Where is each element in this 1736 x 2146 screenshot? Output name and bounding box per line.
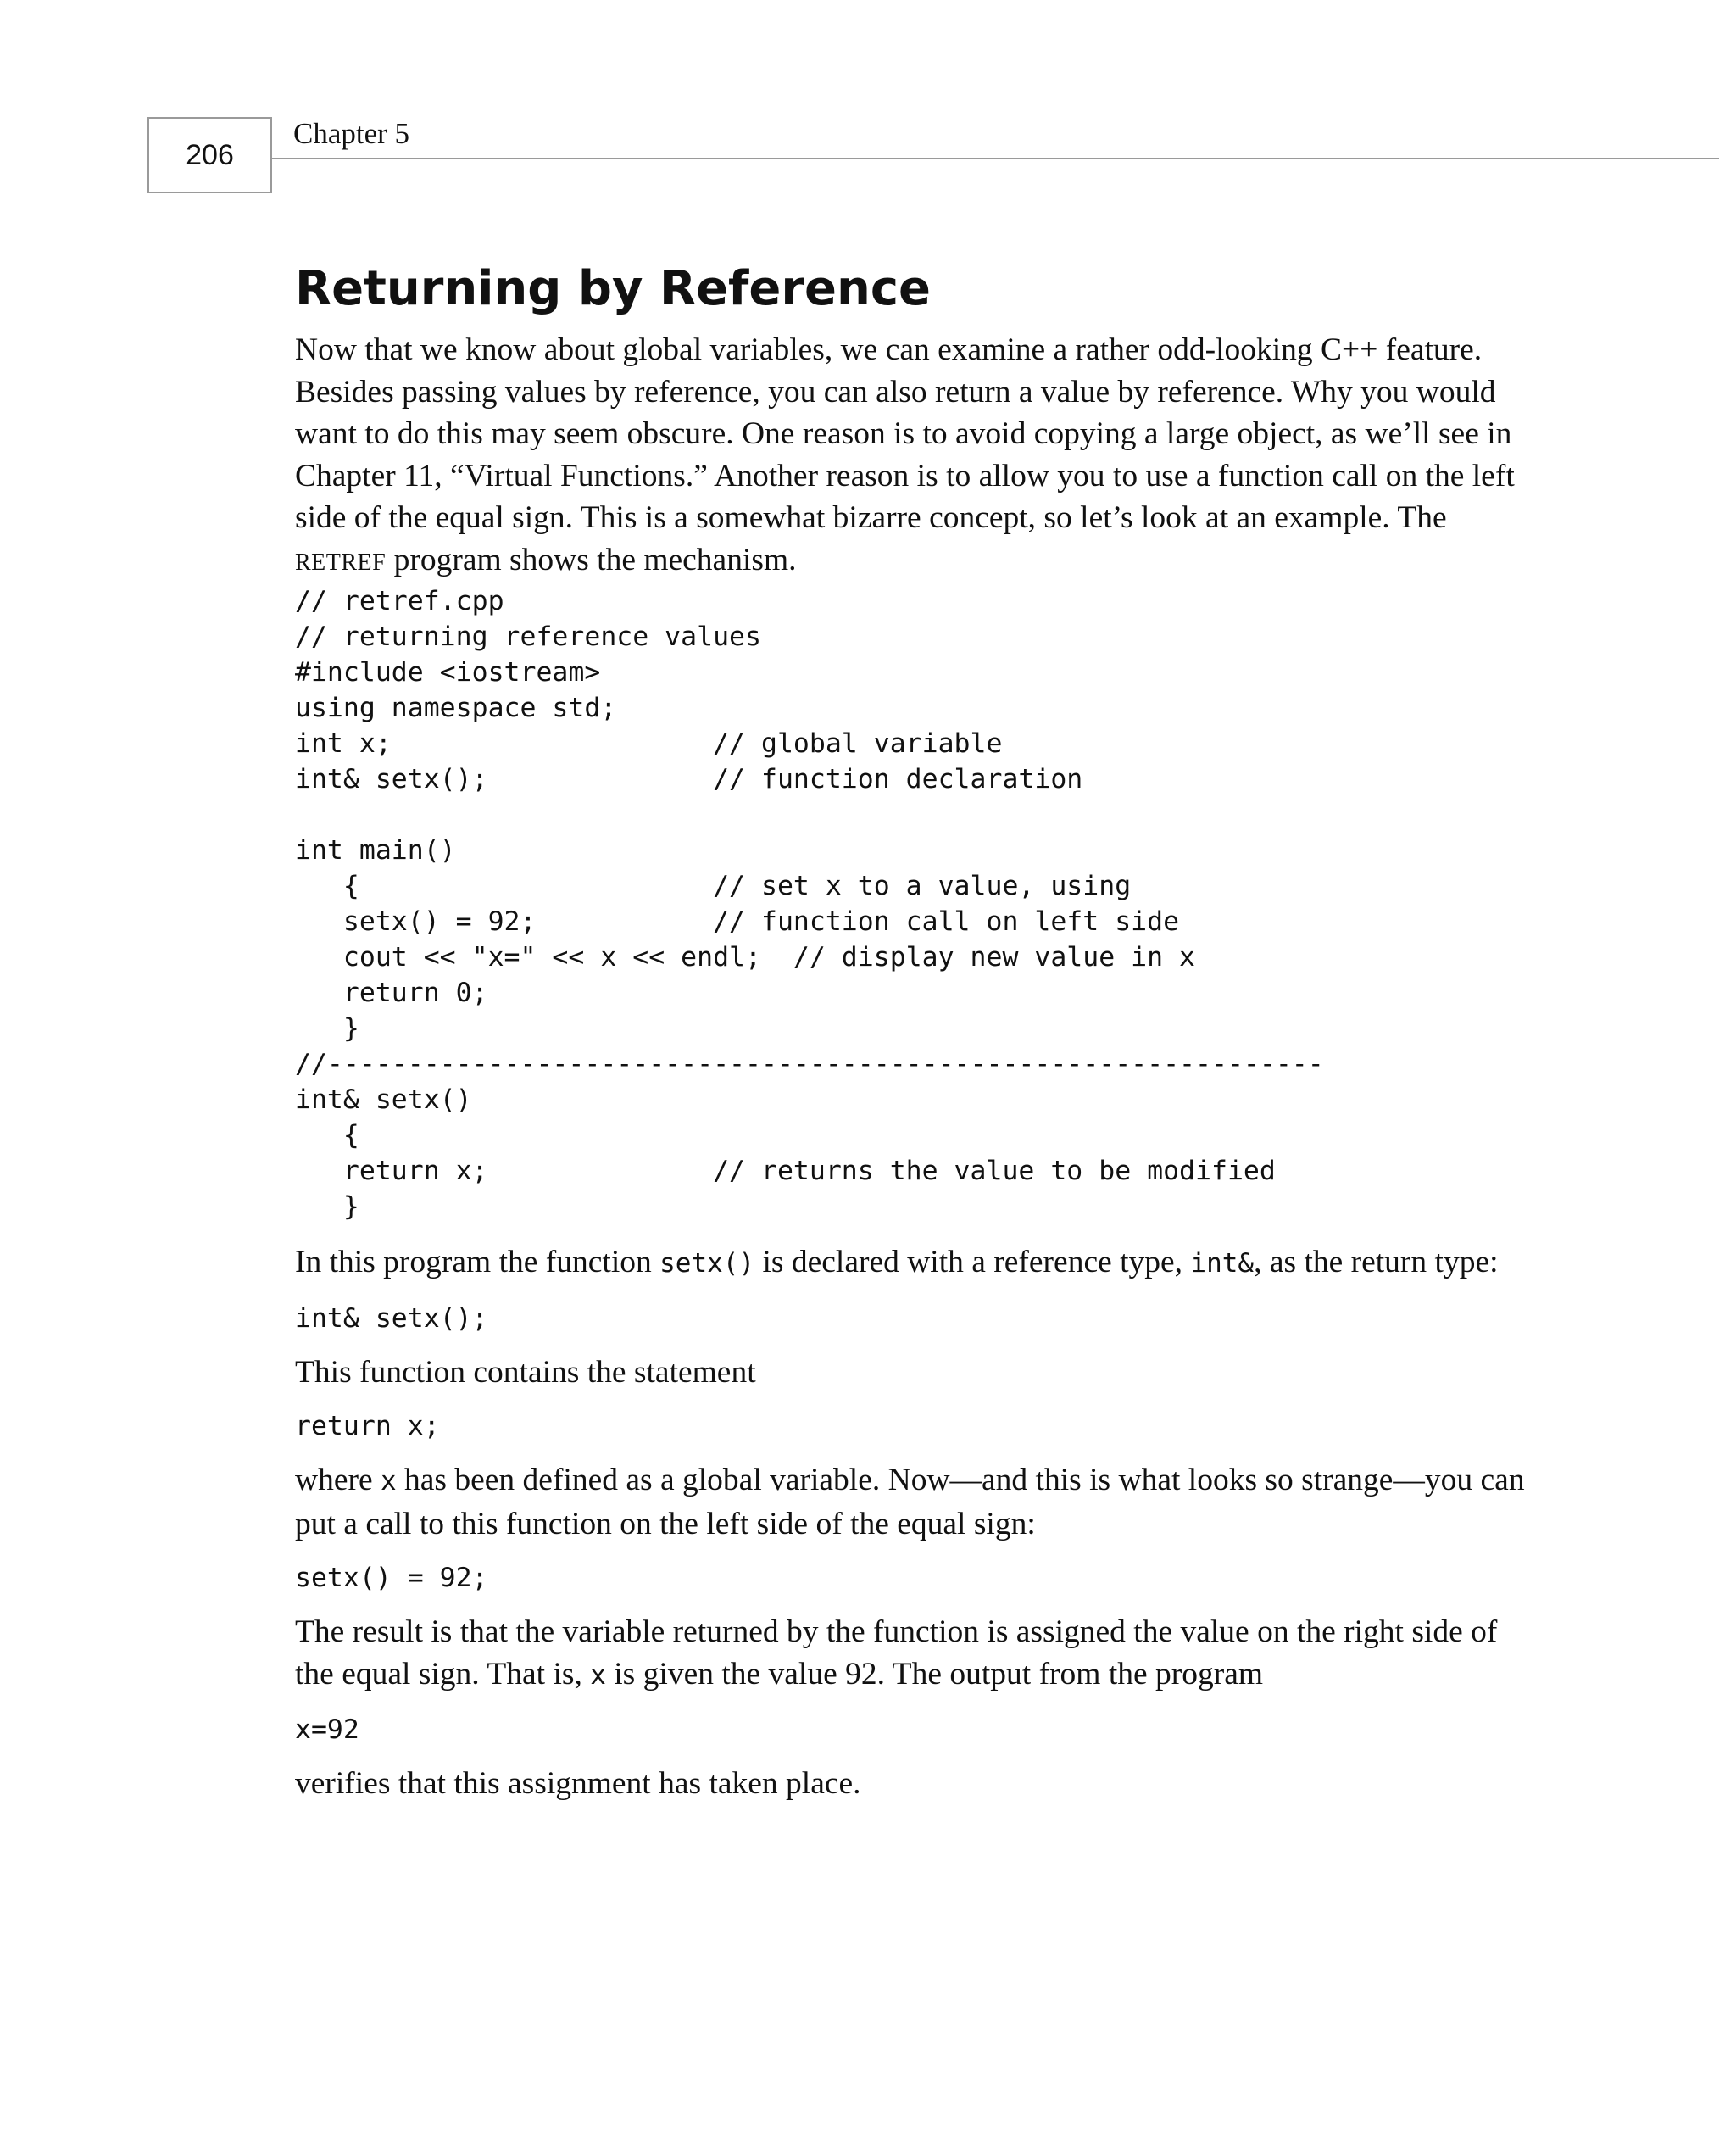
intro-paragraph <box>295 329 1541 583</box>
para4-code-x: x <box>590 1659 606 1691</box>
intro-text-part2: program shows the mechanism. <box>386 542 797 577</box>
paragraph-global-variable <box>295 1459 1541 1545</box>
code-listing-retref: // retref.cpp // returning reference values #include <iostream> using namespace std; int x; // global variable int& setx(); // function declaration int main() { // set x to a value, using setx() = 92; // function call on left side cout << "x=" << x << endl; // display new value in x return 0; } //-------------------------------------------------------------- int& setx() { return x; // returns the value to be modified } <box>295 586 1324 1222</box>
paragraph-return-type <box>295 1241 1541 1285</box>
paragraph-result <box>295 1611 1541 1697</box>
header-rule <box>272 158 1719 159</box>
para1-text-a: In this program the function <box>295 1245 660 1279</box>
running-header-chapter: Chapter 5 <box>293 117 410 150</box>
para1-code-setx: setx() <box>659 1248 755 1279</box>
code-snippet-return: return x; <box>295 1411 440 1441</box>
paragraph-contains-statement: This function contains the statement <box>295 1354 756 1390</box>
page-content <box>295 251 1541 1805</box>
paragraph-verifies: verifies that this assignment has taken place. <box>295 1766 861 1801</box>
para3-text-b: has been defined as a global variable. Now—and this is what looks so strange—you can put a call to this function on the left side of the equal sign: <box>295 1463 1525 1541</box>
intro-text-part1: Now that we know about global variables, we can examine a rather odd-looking C++ feature. Besides passing values by reference, you can also return a value by reference. Why you would want to do this may seem obscure. One reason is to avoid copying a large object, as we’ll see in Chapter 11, “Virtual Functions.” Another reason is to allow you to use a function call on the left side of the equal sign. This is a somewhat bizarre concept, so let’s look at an example. The <box>295 332 1515 535</box>
para4-text-a: The result is that the variable returned by the function is assigned the value on the right side of the equal sign. That is, <box>295 1614 1498 1692</box>
page-number: 206 <box>147 117 272 193</box>
program-name: RETREF <box>295 549 387 576</box>
para1-text-c: , as the return type: <box>1254 1245 1499 1279</box>
section-title: Returning by Reference <box>295 261 932 316</box>
code-snippet-output: x=92 <box>295 1714 359 1745</box>
para1-text-b: is declared with a reference type, <box>754 1245 1191 1279</box>
para1-code-int-ref: int& <box>1190 1248 1255 1279</box>
para4-text-b: is given the value 92. The output from the program <box>605 1656 1264 1692</box>
para3-code-x: x <box>380 1466 397 1497</box>
para3-text-a: where <box>295 1463 381 1497</box>
code-snippet-assignment: setx() = 92; <box>295 1563 488 1593</box>
code-snippet-declaration: int& setx(); <box>295 1302 488 1334</box>
